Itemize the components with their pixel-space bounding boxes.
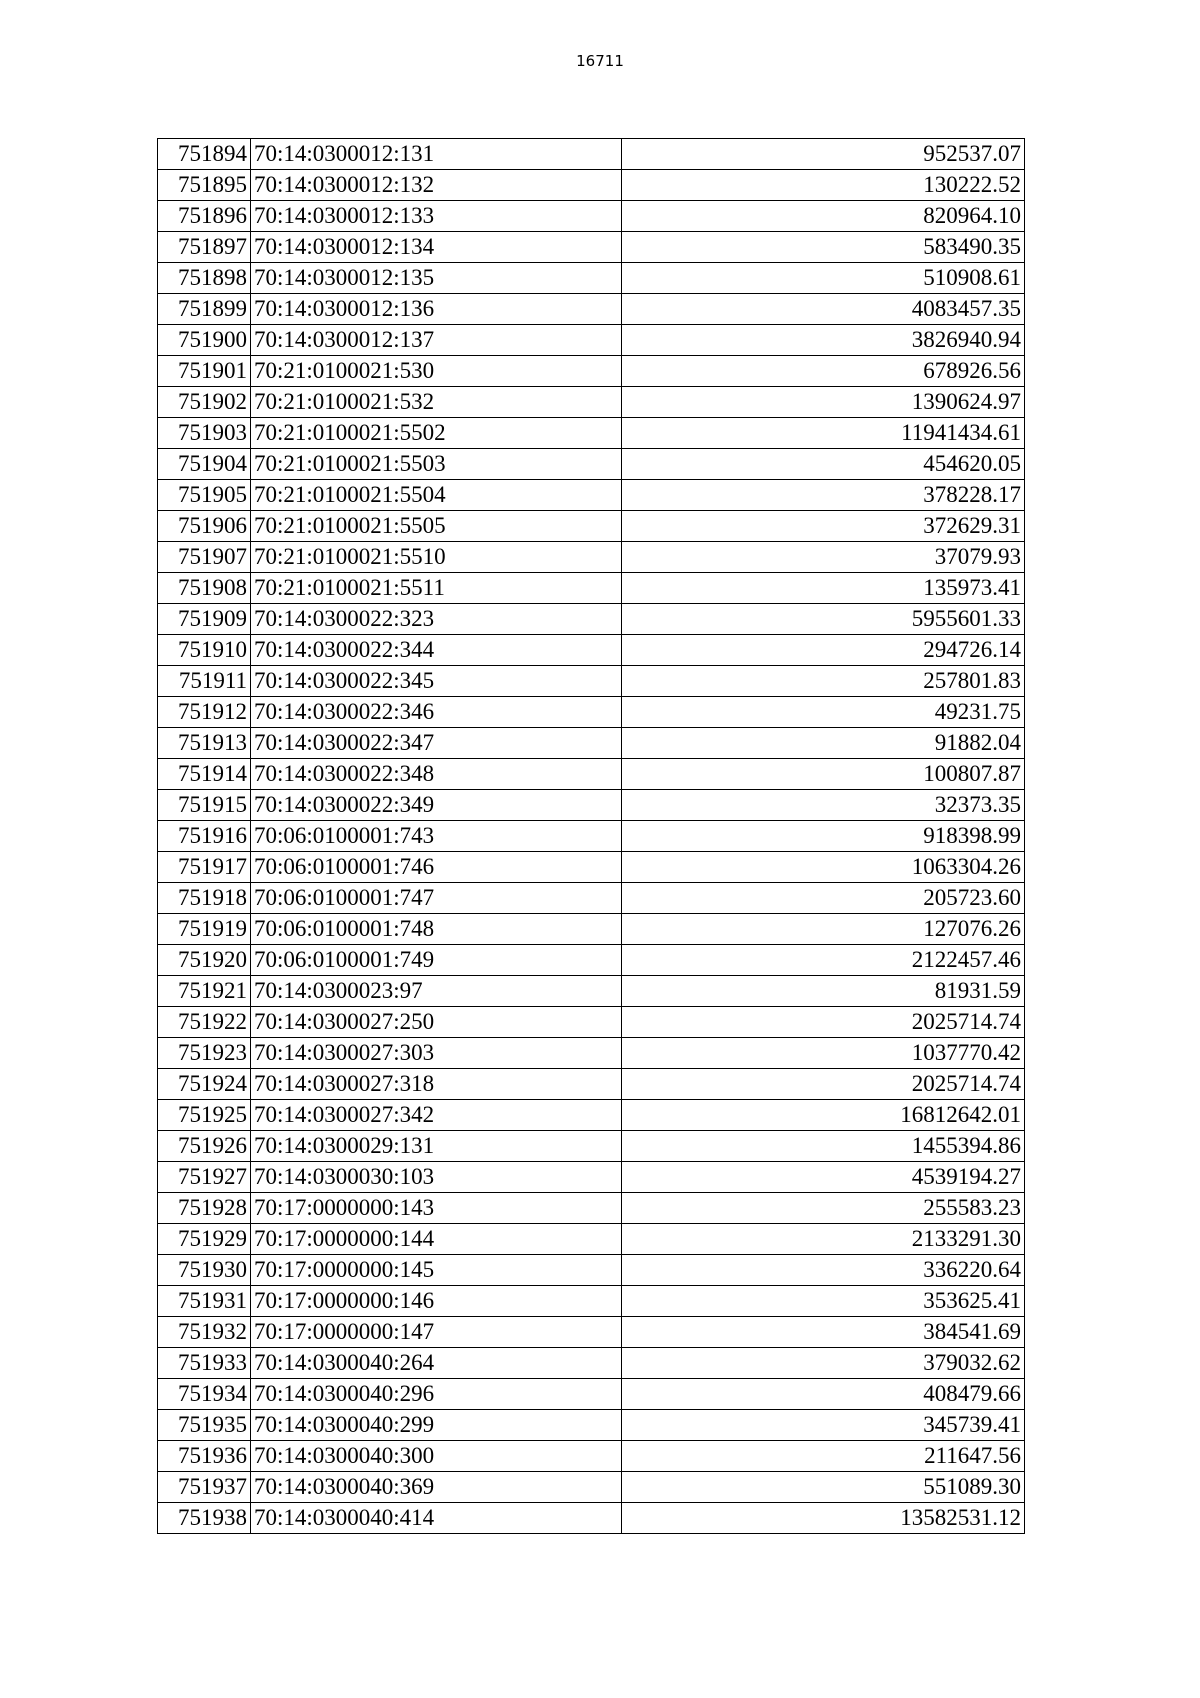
row-number-cell: 751900 — [158, 325, 251, 356]
row-number-cell: 751937 — [158, 1472, 251, 1503]
table-row — [158, 418, 1025, 449]
row-number-cell: 751907 — [158, 542, 251, 573]
cadastral-number-cell: 70:14:0300022:348 — [251, 759, 622, 790]
row-number-cell: 751910 — [158, 635, 251, 666]
cadastral-value-cell: 127076.26 — [622, 914, 1025, 945]
cadastral-number-cell: 70:21:0100021:5504 — [251, 480, 622, 511]
cadastral-value-cell: 384541.69 — [622, 1317, 1025, 1348]
row-number-cell: 751922 — [158, 1007, 251, 1038]
cadastral-number-cell: 70:14:0300040:300 — [251, 1441, 622, 1472]
cadastral-number-cell: 70:14:0300040:369 — [251, 1472, 622, 1503]
table-row — [158, 666, 1025, 697]
cadastral-value-cell: 4539194.27 — [622, 1162, 1025, 1193]
cadastral-number-cell: 70:14:0300027:342 — [251, 1100, 622, 1131]
row-number-cell: 751938 — [158, 1503, 251, 1534]
row-number-cell: 751920 — [158, 945, 251, 976]
table-row — [158, 1286, 1025, 1317]
table-row — [158, 728, 1025, 759]
cadastral-number-cell: 70:14:0300022:347 — [251, 728, 622, 759]
table-row — [158, 635, 1025, 666]
cadastral-number-cell: 70:06:0100001:748 — [251, 914, 622, 945]
cadastral-value-cell: 32373.35 — [622, 790, 1025, 821]
cadastral-number-cell: 70:14:0300029:131 — [251, 1131, 622, 1162]
row-number-cell: 751932 — [158, 1317, 251, 1348]
row-number-cell: 751911 — [158, 666, 251, 697]
table-row — [158, 201, 1025, 232]
cadastral-value-cell: 16812642.01 — [622, 1100, 1025, 1131]
cadastral-number-cell: 70:14:0300030:103 — [251, 1162, 622, 1193]
table-row — [158, 1038, 1025, 1069]
cadastral-number-cell: 70:14:0300040:299 — [251, 1410, 622, 1441]
table-row — [158, 1441, 1025, 1472]
table-row — [158, 604, 1025, 635]
row-number-cell: 751895 — [158, 170, 251, 201]
cadastral-value-cell: 510908.61 — [622, 263, 1025, 294]
cadastral-number-cell: 70:21:0100021:532 — [251, 387, 622, 418]
row-number-cell: 751933 — [158, 1348, 251, 1379]
table-row — [158, 1472, 1025, 1503]
table-row — [158, 511, 1025, 542]
table-row — [158, 1379, 1025, 1410]
row-number-cell: 751929 — [158, 1224, 251, 1255]
row-number-cell: 751914 — [158, 759, 251, 790]
row-number-cell: 751918 — [158, 883, 251, 914]
row-number-cell: 751923 — [158, 1038, 251, 1069]
cadastral-number-cell: 70:14:0300012:135 — [251, 263, 622, 294]
cadastral-number-cell: 70:14:0300027:318 — [251, 1069, 622, 1100]
table-body — [158, 139, 1025, 1534]
cadastral-value-cell: 100807.87 — [622, 759, 1025, 790]
cadastral-number-cell: 70:14:0300012:131 — [251, 139, 622, 170]
row-number-cell: 751896 — [158, 201, 251, 232]
table-row — [158, 1410, 1025, 1441]
cadastral-number-cell: 70:14:0300022:344 — [251, 635, 622, 666]
cadastral-number-cell: 70:14:0300022:349 — [251, 790, 622, 821]
cadastral-number-cell: 70:14:0300027:250 — [251, 1007, 622, 1038]
cadastral-value-cell: 372629.31 — [622, 511, 1025, 542]
table-row — [158, 480, 1025, 511]
table-row — [158, 1255, 1025, 1286]
cadastral-number-cell: 70:21:0100021:5503 — [251, 449, 622, 480]
cadastral-value-table — [157, 138, 1025, 1534]
row-number-cell: 751902 — [158, 387, 251, 418]
cadastral-number-cell: 70:06:0100001:743 — [251, 821, 622, 852]
cadastral-value-cell: 378228.17 — [622, 480, 1025, 511]
cadastral-number-cell: 70:06:0100001:747 — [251, 883, 622, 914]
row-number-cell: 751934 — [158, 1379, 251, 1410]
cadastral-value-cell: 49231.75 — [622, 697, 1025, 728]
cadastral-number-cell: 70:21:0100021:5505 — [251, 511, 622, 542]
cadastral-number-cell: 70:21:0100021:530 — [251, 356, 622, 387]
cadastral-value-cell: 257801.83 — [622, 666, 1025, 697]
row-number-cell: 751927 — [158, 1162, 251, 1193]
table-row — [158, 945, 1025, 976]
cadastral-value-cell: 551089.30 — [622, 1472, 1025, 1503]
cadastral-value-cell: 408479.66 — [622, 1379, 1025, 1410]
table-row — [158, 821, 1025, 852]
cadastral-value-cell: 81931.59 — [622, 976, 1025, 1007]
row-number-cell: 751921 — [158, 976, 251, 1007]
cadastral-value-cell: 1037770.42 — [622, 1038, 1025, 1069]
cadastral-value-cell: 294726.14 — [622, 635, 1025, 666]
table-row — [158, 232, 1025, 263]
page-number: 16711 — [576, 52, 624, 70]
cadastral-number-cell: 70:14:0300022:345 — [251, 666, 622, 697]
cadastral-number-cell: 70:17:0000000:147 — [251, 1317, 622, 1348]
table-row — [158, 759, 1025, 790]
cadastral-number-cell: 70:17:0000000:145 — [251, 1255, 622, 1286]
cadastral-number-cell: 70:21:0100021:5510 — [251, 542, 622, 573]
row-number-cell: 751919 — [158, 914, 251, 945]
table-row — [158, 387, 1025, 418]
cadastral-value-cell: 130222.52 — [622, 170, 1025, 201]
table-row — [158, 697, 1025, 728]
row-number-cell: 751897 — [158, 232, 251, 263]
table-row — [158, 1503, 1025, 1534]
cadastral-number-cell: 70:14:0300012:133 — [251, 201, 622, 232]
table-row — [158, 170, 1025, 201]
row-number-cell: 751909 — [158, 604, 251, 635]
cadastral-value-cell: 91882.04 — [622, 728, 1025, 759]
cadastral-value-cell: 2025714.74 — [622, 1007, 1025, 1038]
cadastral-value-cell: 353625.41 — [622, 1286, 1025, 1317]
cadastral-number-cell: 70:14:0300012:132 — [251, 170, 622, 201]
row-number-cell: 751930 — [158, 1255, 251, 1286]
row-number-cell: 751916 — [158, 821, 251, 852]
row-number-cell: 751906 — [158, 511, 251, 542]
row-number-cell: 751935 — [158, 1410, 251, 1441]
cadastral-number-cell: 70:14:0300012:137 — [251, 325, 622, 356]
cadastral-value-cell: 255583.23 — [622, 1193, 1025, 1224]
row-number-cell: 751904 — [158, 449, 251, 480]
table-row — [158, 1007, 1025, 1038]
cadastral-value-cell: 820964.10 — [622, 201, 1025, 232]
row-number-cell: 751925 — [158, 1100, 251, 1131]
row-number-cell: 751898 — [158, 263, 251, 294]
row-number-cell: 751901 — [158, 356, 251, 387]
cadastral-number-cell: 70:14:0300023:97 — [251, 976, 622, 1007]
row-number-cell: 751894 — [158, 139, 251, 170]
cadastral-value-cell: 2133291.30 — [622, 1224, 1025, 1255]
row-number-cell: 751926 — [158, 1131, 251, 1162]
cadastral-number-cell: 70:06:0100001:749 — [251, 945, 622, 976]
cadastral-value-cell: 583490.35 — [622, 232, 1025, 263]
cadastral-value-cell: 2122457.46 — [622, 945, 1025, 976]
cadastral-value-cell: 211647.56 — [622, 1441, 1025, 1472]
cadastral-value-cell: 3826940.94 — [622, 325, 1025, 356]
table-row — [158, 356, 1025, 387]
cadastral-number-cell: 70:14:0300040:296 — [251, 1379, 622, 1410]
cadastral-number-cell: 70:14:0300022:346 — [251, 697, 622, 728]
cadastral-number-cell: 70:14:0300012:136 — [251, 294, 622, 325]
row-number-cell: 751917 — [158, 852, 251, 883]
cadastral-value-cell: 1390624.97 — [622, 387, 1025, 418]
cadastral-value-cell: 2025714.74 — [622, 1069, 1025, 1100]
table-row — [158, 1069, 1025, 1100]
row-number-cell: 751924 — [158, 1069, 251, 1100]
cadastral-number-cell: 70:14:0300012:134 — [251, 232, 622, 263]
table-row — [158, 573, 1025, 604]
table-row — [158, 1100, 1025, 1131]
row-number-cell: 751913 — [158, 728, 251, 759]
row-number-cell: 751905 — [158, 480, 251, 511]
row-number-cell: 751915 — [158, 790, 251, 821]
cadastral-number-cell: 70:14:0300040:414 — [251, 1503, 622, 1534]
cadastral-value-cell: 918398.99 — [622, 821, 1025, 852]
cadastral-number-cell: 70:17:0000000:146 — [251, 1286, 622, 1317]
table-row — [158, 1317, 1025, 1348]
cadastral-value-cell: 1063304.26 — [622, 852, 1025, 883]
cadastral-value-cell: 11941434.61 — [622, 418, 1025, 449]
table-row — [158, 325, 1025, 356]
table-row — [158, 1224, 1025, 1255]
cadastral-number-cell: 70:17:0000000:144 — [251, 1224, 622, 1255]
cadastral-number-cell: 70:14:0300022:323 — [251, 604, 622, 635]
row-number-cell: 751908 — [158, 573, 251, 604]
table-row — [158, 790, 1025, 821]
cadastral-value-cell: 678926.56 — [622, 356, 1025, 387]
table-row — [158, 1131, 1025, 1162]
cadastral-number-cell: 70:21:0100021:5511 — [251, 573, 622, 604]
table-row — [158, 263, 1025, 294]
cadastral-value-cell: 205723.60 — [622, 883, 1025, 914]
cadastral-value-cell: 336220.64 — [622, 1255, 1025, 1286]
row-number-cell: 751936 — [158, 1441, 251, 1472]
cadastral-value-cell: 37079.93 — [622, 542, 1025, 573]
table-row — [158, 914, 1025, 945]
cadastral-number-cell: 70:14:0300040:264 — [251, 1348, 622, 1379]
cadastral-value-cell: 1455394.86 — [622, 1131, 1025, 1162]
row-number-cell: 751928 — [158, 1193, 251, 1224]
row-number-cell: 751899 — [158, 294, 251, 325]
table-row — [158, 883, 1025, 914]
cadastral-value-cell: 13582531.12 — [622, 1503, 1025, 1534]
table-row — [158, 1348, 1025, 1379]
cadastral-value-cell: 345739.41 — [622, 1410, 1025, 1441]
table-row — [158, 139, 1025, 170]
cadastral-value-cell: 952537.07 — [622, 139, 1025, 170]
table-row — [158, 852, 1025, 883]
cadastral-value-cell: 135973.41 — [622, 573, 1025, 604]
cadastral-number-cell: 70:21:0100021:5502 — [251, 418, 622, 449]
cadastral-value-cell: 4083457.35 — [622, 294, 1025, 325]
cadastral-number-cell: 70:06:0100001:746 — [251, 852, 622, 883]
cadastral-value-cell: 379032.62 — [622, 1348, 1025, 1379]
cadastral-number-cell: 70:17:0000000:143 — [251, 1193, 622, 1224]
table-row — [158, 294, 1025, 325]
row-number-cell: 751912 — [158, 697, 251, 728]
table-row — [158, 449, 1025, 480]
row-number-cell: 751931 — [158, 1286, 251, 1317]
table-row — [158, 1193, 1025, 1224]
cadastral-value-cell: 454620.05 — [622, 449, 1025, 480]
cadastral-number-cell: 70:14:0300027:303 — [251, 1038, 622, 1069]
cadastral-value-cell: 5955601.33 — [622, 604, 1025, 635]
table-row — [158, 1162, 1025, 1193]
table-row — [158, 542, 1025, 573]
table-row — [158, 976, 1025, 1007]
row-number-cell: 751903 — [158, 418, 251, 449]
